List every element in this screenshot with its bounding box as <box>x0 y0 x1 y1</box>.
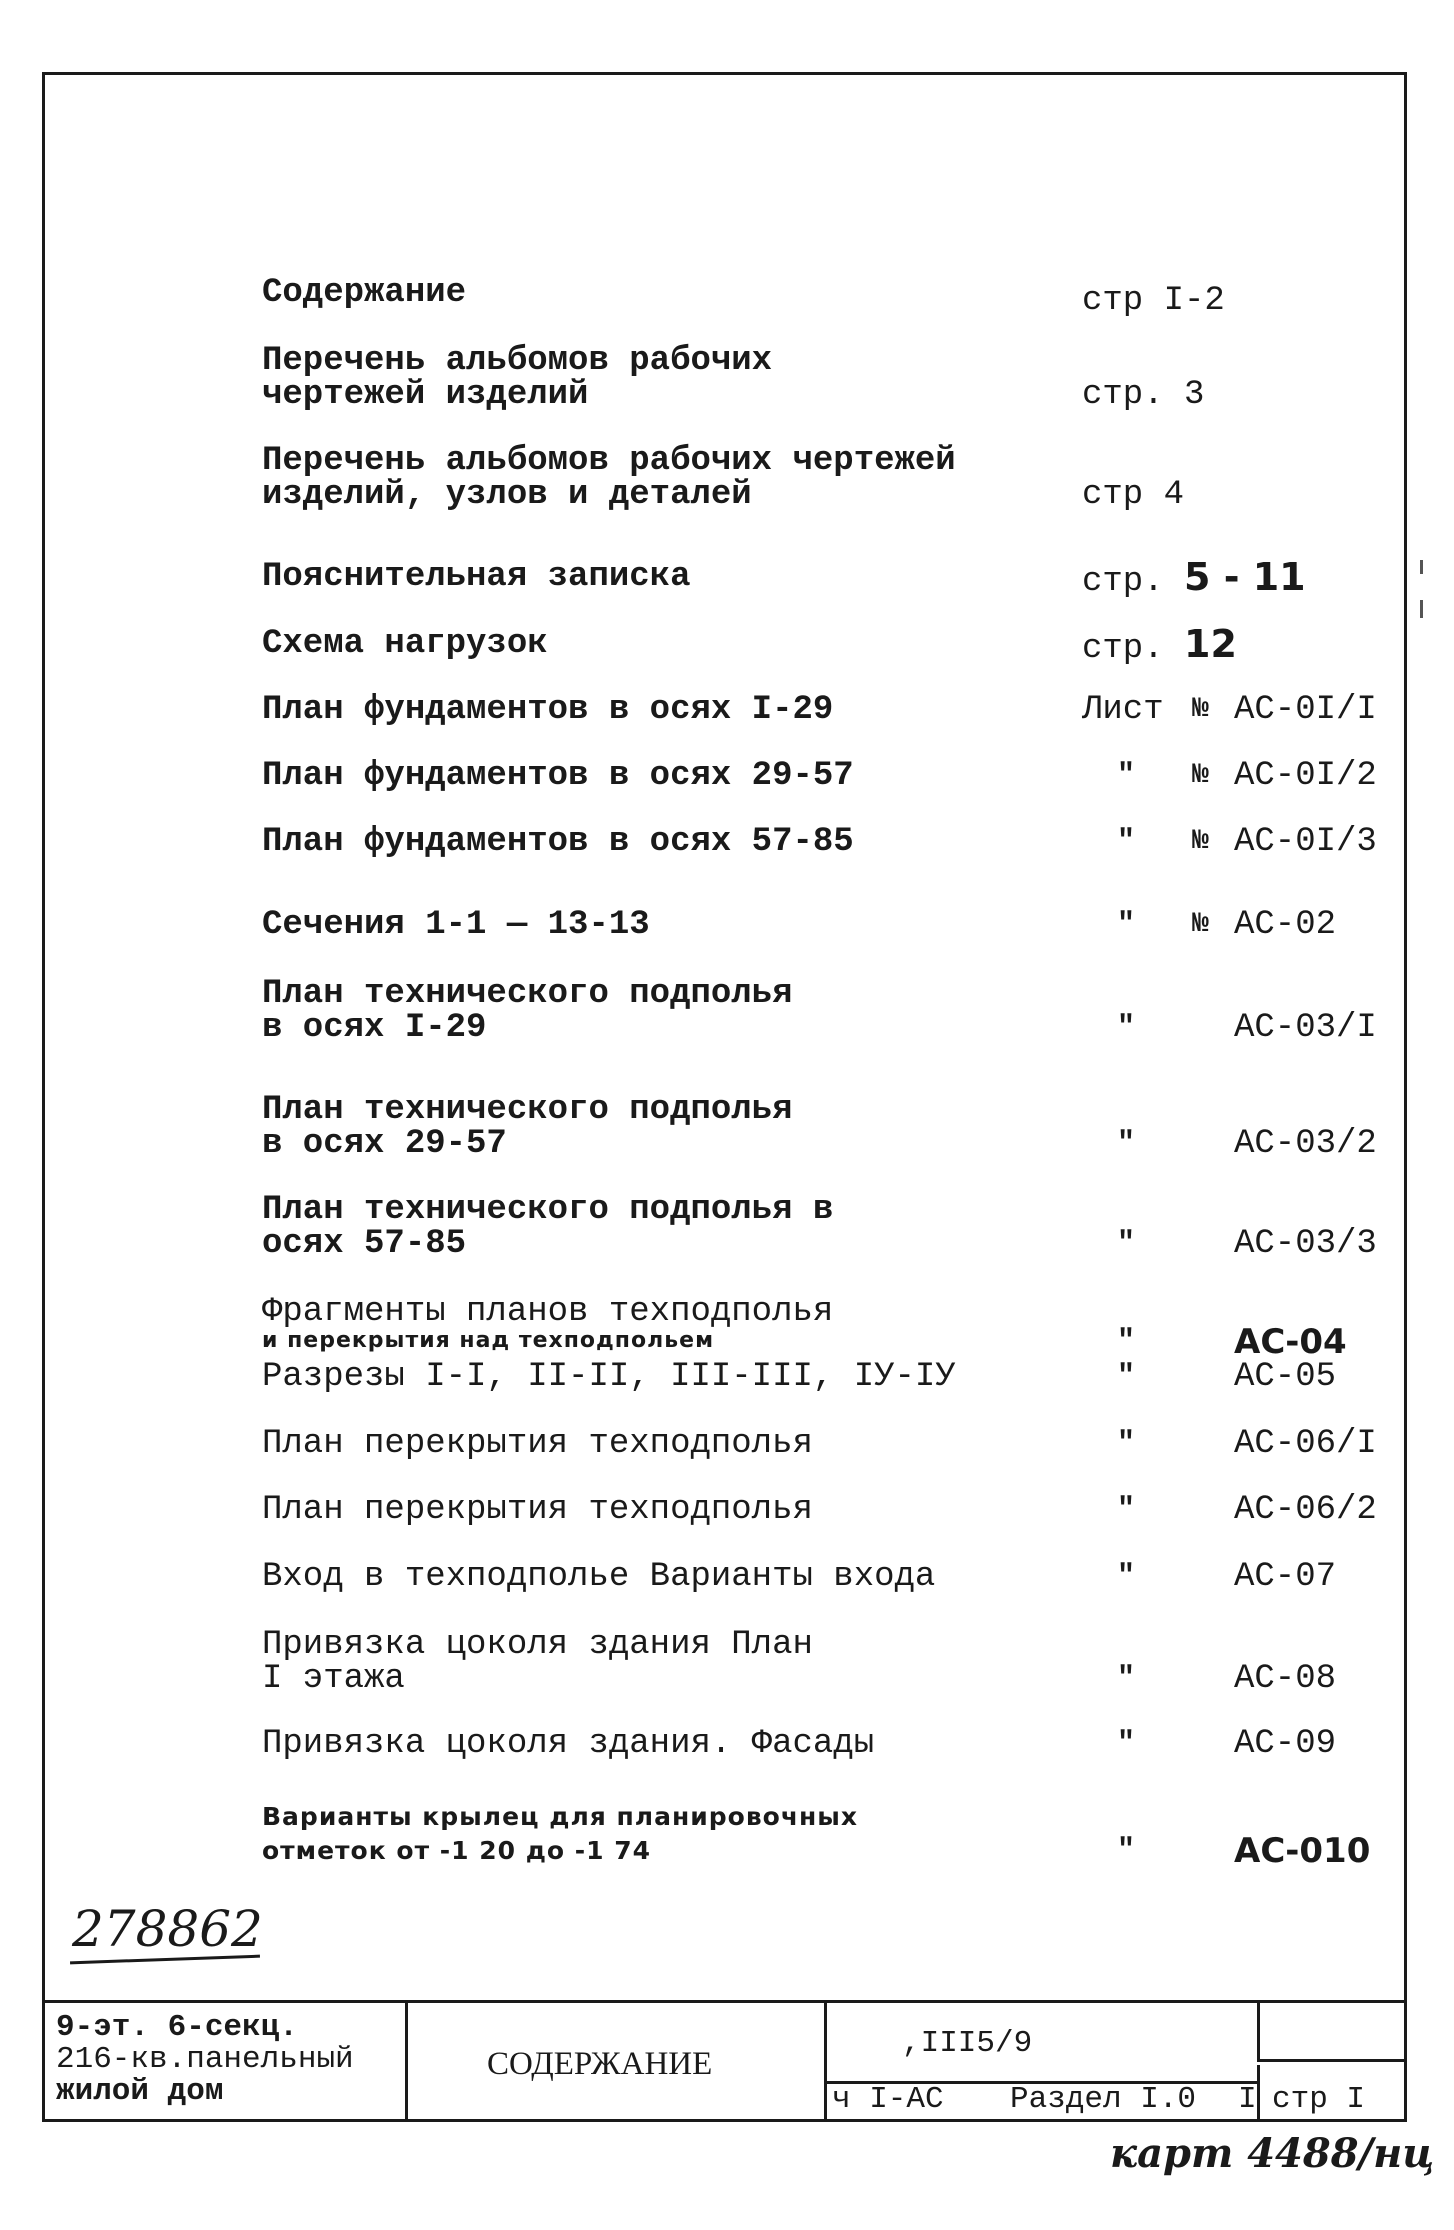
building-type-line1: 9-эт. 6-секц. <box>56 2010 298 2045</box>
entry-title <box>262 444 1022 512</box>
ditto-mark: " <box>1117 1360 1136 1394</box>
title-block-divider <box>824 2003 827 2122</box>
sheet-code: АС-03/I <box>1234 1009 1377 1047</box>
entry-title-line: Вход в техподполье Варианты входа <box>262 1558 936 1596</box>
entry-title-line: Привязка цоколя здания План <box>262 1626 813 1664</box>
entry-title <box>262 560 1022 594</box>
entry-page-ref <box>1082 622 1237 668</box>
title-block-divider <box>1257 2003 1260 2059</box>
entry-title-line: Перечень альбомов рабочих чертежей <box>262 442 956 480</box>
entry-title <box>262 1800 1022 1868</box>
entry-title-line: Привязка цоколя здания. Фасады <box>262 1725 875 1763</box>
entry-title-line: в осях I-29 <box>262 1009 487 1047</box>
entry-title-line: План перекрытия техподполья <box>262 1425 813 1463</box>
section-label: Раздел I.0 <box>1010 2082 1197 2117</box>
entry-title-line: изделий, узлов и деталей <box>262 476 752 514</box>
page-label: стр I <box>1272 2082 1366 2117</box>
project-code: ,III5/9 <box>902 2026 1033 2061</box>
entry-title <box>262 1360 1022 1394</box>
sheet-code: АС-04 <box>1234 1322 1347 1362</box>
sheet-code: АС-07 <box>1234 1558 1337 1596</box>
ditto-mark: " <box>1117 759 1136 793</box>
entry-title-line: План фундаментов в осях 29-57 <box>262 757 854 795</box>
entry-title-line: I этажа <box>262 1660 405 1698</box>
entry-title <box>262 908 1022 942</box>
sheet-code: АС-03/2 <box>1234 1125 1377 1163</box>
entry-title-line: Пояснительная записка <box>262 558 691 596</box>
sheet-code: АС-010 <box>1234 1831 1371 1871</box>
sheet-code: АС-0I/I <box>1234 691 1377 729</box>
number-sign: № <box>1192 694 1209 725</box>
section-suffix: I <box>1238 2082 1257 2117</box>
sheet-code: АС-06/I <box>1234 1425 1377 1463</box>
entry-title <box>262 1628 1022 1696</box>
entry-title-line: Содержание <box>262 274 467 312</box>
part-label: ч I-АС <box>832 2082 944 2117</box>
entry-page-handwritten: 12 <box>1184 622 1237 666</box>
sheet-code: АС-02 <box>1234 906 1337 944</box>
entry-subtitle: и перекрытия над техподпольем <box>262 1328 715 1353</box>
entry-title-line: План фундаментов в осях 57-85 <box>262 823 854 861</box>
entry-title <box>262 1727 1022 1761</box>
entry-title-line: Варианты крылец для планировочных <box>262 1802 858 1831</box>
title-block-divider <box>405 2003 408 2122</box>
entry-title-line: осях 57-85 <box>262 1225 467 1263</box>
number-sign: № <box>1192 826 1209 857</box>
entry-page-ref: стр 4 <box>1082 476 1185 514</box>
entry-title-line: План технического подполья <box>262 975 793 1013</box>
ditto-mark: " <box>1117 908 1136 942</box>
sheet-code: АС-06/2 <box>1234 1491 1377 1529</box>
number-sign: № <box>1192 760 1209 791</box>
entry-title-line: План фундаментов в осях I-29 <box>262 691 834 729</box>
sheet-code: АС-0I/2 <box>1234 757 1377 795</box>
ditto-mark: " <box>1117 1662 1136 1696</box>
entry-page-handwritten: 5 - 11 <box>1184 555 1306 599</box>
entry-title-line: План технического подполья в <box>262 1191 834 1229</box>
edge-mark <box>1420 600 1423 618</box>
ditto-mark: " <box>1117 1834 1136 1868</box>
sheet-code: АС-0I/3 <box>1234 823 1377 861</box>
entry-title <box>262 276 1022 310</box>
ditto-mark: " <box>1117 1727 1136 1761</box>
building-type-line3: жилой дом <box>56 2074 224 2109</box>
entry-title <box>262 759 1022 793</box>
sheet-code: АС-09 <box>1234 1725 1337 1763</box>
edge-mark <box>1420 560 1423 574</box>
entry-title-line: чертежей изделий <box>262 376 589 414</box>
card-note: карт 4488/нц <box>1110 2130 1435 2177</box>
ditto-mark: " <box>1117 1011 1136 1045</box>
entry-title-line: Разрезы I-I, II-II, III-III, IУ-IУ <box>262 1358 956 1396</box>
ditto-mark: " <box>1117 1227 1136 1261</box>
entry-title-line: План технического подполья <box>262 1091 793 1129</box>
entry-title <box>262 977 1022 1045</box>
entry-page-ref: стр I-2 <box>1082 282 1225 320</box>
document-name: СОДЕРЖАНИЕ <box>487 2046 713 2082</box>
entry-page-prefix: стр. <box>1082 563 1164 601</box>
ditto-mark: " <box>1117 1560 1136 1594</box>
entry-page-prefix: стр. <box>1082 630 1164 668</box>
entry-page-ref <box>1082 555 1306 601</box>
entry-title-line: Схема нагрузок <box>262 625 548 663</box>
number-sign: № <box>1192 909 1209 940</box>
title-block-divider <box>1257 2059 1404 2062</box>
sheet-code: АС-05 <box>1234 1358 1337 1396</box>
entry-title-line: отметок от -1 20 до -1 74 <box>262 1836 652 1865</box>
entry-title <box>262 1193 1022 1261</box>
inventory-number: 278862 <box>72 1900 263 1958</box>
entry-title <box>262 1427 1022 1461</box>
entry-title-line: в осях 29-57 <box>262 1125 507 1163</box>
title-block-divider <box>1257 2065 1260 2122</box>
entry-title <box>262 825 1022 859</box>
ditto-mark: " <box>1117 825 1136 859</box>
entry-page-ref: Лист <box>1082 691 1164 729</box>
entry-title-line: План перекрытия техподполья <box>262 1491 813 1529</box>
entry-title <box>262 627 1022 661</box>
ditto-mark: " <box>1117 1325 1136 1359</box>
entry-title <box>262 693 1022 727</box>
sheet-code: АС-08 <box>1234 1660 1337 1698</box>
ditto-mark: " <box>1117 1127 1136 1161</box>
entry-title <box>262 1093 1022 1161</box>
building-type-line2: 216-кв.панельный <box>56 2042 354 2077</box>
ditto-mark: " <box>1117 1427 1136 1461</box>
entry-page-ref: стр. 3 <box>1082 376 1205 414</box>
sheet-code: АС-03/3 <box>1234 1225 1377 1263</box>
entry-title <box>262 1493 1022 1527</box>
entry-title <box>262 1560 1022 1594</box>
entry-title-line: Перечень альбомов рабочих <box>262 342 773 380</box>
entry-title <box>262 344 1022 412</box>
entry-title-line: Сечения 1-1 — 13-13 <box>262 906 650 944</box>
ditto-mark: " <box>1117 1493 1136 1527</box>
entry-title-line: Фрагменты планов техподполья <box>262 1293 834 1331</box>
title-block <box>42 2000 1407 2122</box>
entry-title <box>262 1295 1022 1353</box>
